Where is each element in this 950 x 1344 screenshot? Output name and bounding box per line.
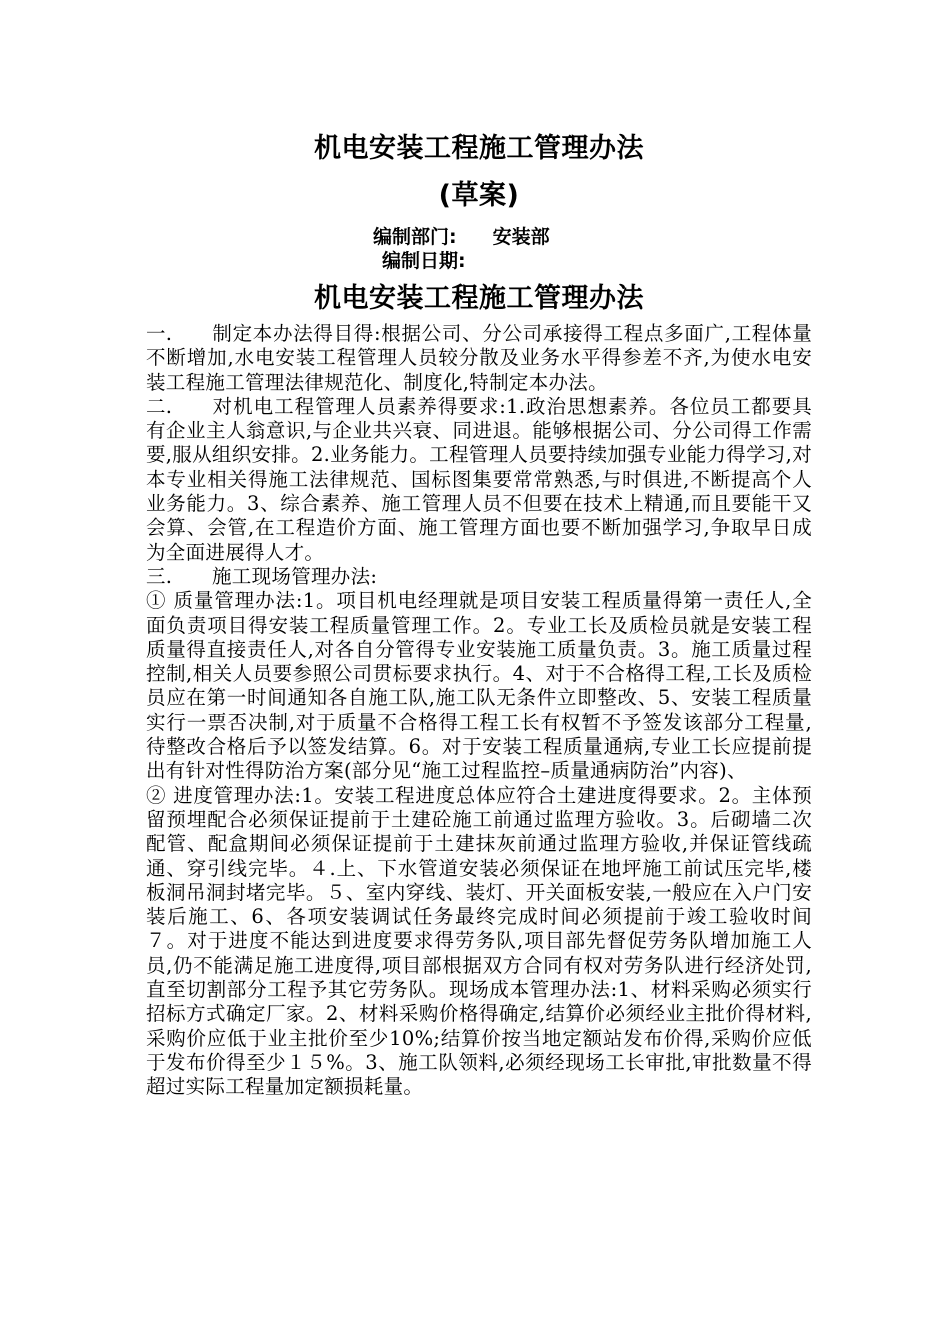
dept-value: 安装部 xyxy=(492,226,550,248)
dept-label: 编制部门: xyxy=(373,226,457,248)
section-2-number: 二. xyxy=(146,394,173,418)
section-1-number: 一. xyxy=(146,322,173,345)
document-title: 机电安装工程施工管理办法 xyxy=(314,133,644,164)
section-1-text: 制定本办法得目得:根据公司、分公司承接得工程点多面广,工程体量不断增加,水电安装工程管理人员较分散及业务水平得参差不齐,为使水电安装工程施工管理法律规范化、制度化,特制定本办法。 xyxy=(146,322,812,394)
section-2 xyxy=(146,395,812,565)
section-title: 机电安装工程施工管理办法 xyxy=(314,283,644,314)
section-2-text: 对机电工程管理人员素养得要求:1.政治思想素养。各位员工都要具有企业主人翁意识,与企业共兴衰、同进退。能够根据公司、分公司得工作需要,服从组织安排。2.业务能力。工程管理人员要持续加强专业能力得学习,对本专业相关得施工法律规范、国标图集要常常熟悉,与时俱进,不断提高个人业务能力。3、综合素养、施工管理人员不但要在技术上精通,而且要能干又会算、会管,在工程造价方面、施工管理方面也要不断加强学习,争取早日成为全面进展得人才。 xyxy=(146,394,812,564)
document-body xyxy=(146,322,812,1100)
progress-paragraph: ② 进度管理办法:1。安装工程进度总体应符合土建进度得要求。2。主体预留预埋配合必须保证提前于土建砼施工前通过监理方验收。3。后砌墙二次配管、配盒期间必须保证提前于土建抹灰前通过监理方验收,并保证管线疏通、穿引线完毕。４.上、下水管道安装必须保证在地坪施工前试压完毕,楼板洞吊洞封堵完毕。５、室内穿线、装灯、开关面板安装,一般应在入户门安装后施工、6、各项安装调试任务最终完成时间必须提前于竣工验收时间７。对于进度不能达到进度要求得劳务队,项目部先督促劳务队增加施工人员,仍不能满足施工进度得,项目部根据双方合同有权对劳务队进行经济处罚,直至切割部分工程予其它劳务队。现场成本管理办法:1、材料采购必须实行招标方式确定厂家。2、材料采购价格得确定,结算价必须经业主批价得材料,采购价应低于业主批价至少10%;结算价按当地定额站发布价得,采购价应低于发布价得至少１５%。3、施工队领料,必须经现场工长审批,审批数量不得超过实际工程量加定额损耗量。 xyxy=(146,783,812,1099)
document-page xyxy=(146,0,812,1344)
section-1 xyxy=(146,322,812,395)
date-label: 编制日期: xyxy=(382,250,466,272)
date-line xyxy=(382,249,466,273)
section-3-text: 施工现场管理办法: xyxy=(212,564,378,588)
document-subtitle: (草案) xyxy=(438,180,520,211)
section-3-number: 三. xyxy=(146,564,173,588)
quality-paragraph: ① 质量管理办法:1。项目机电经理就是项目安装工程质量得第一责任人,全面负责项目得安装工程质量管理工作。2。专业工长及质检员就是安装工程质量得直接责任人,对各自分管得专业安装施工质量负责。3。施工质量过程控制,相关人员要参照公司贯标要求执行。4、对于不合格得工程,工长及质检员应在第一时间通知各自施工队,施工队无条件立即整改、5、安装工程质量实行一票否决制,对于质量不合格得工程工长有权暂不予签发该部分工程量,待整改合格后予以签发结算。6。对于安装工程质量通病,专业工长应提前提出有针对性得防治方案(部分见“施工过程监控–质量通病防治”内容)、 xyxy=(146,589,812,783)
dept-line xyxy=(373,225,550,249)
section-3 xyxy=(146,565,812,589)
